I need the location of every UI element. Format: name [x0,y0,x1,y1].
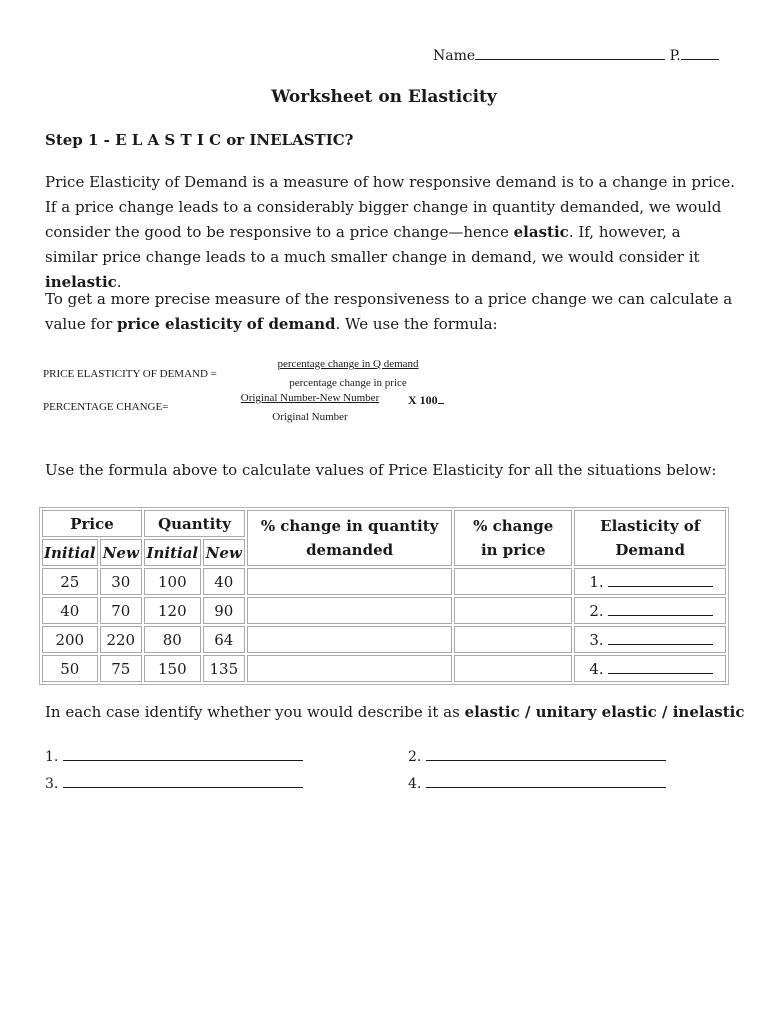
price-initial-header: Initial [42,539,98,566]
pct-change-price-header: % change in price [454,510,572,566]
elasticity-answer-cell[interactable] [574,626,726,653]
price-header: Price [42,510,142,537]
intro-paragraph [45,170,735,295]
table-row [42,655,726,682]
pct-change-quantity-cell[interactable] [247,655,452,682]
identify-answer-number: 4. [408,776,422,792]
quantity-header: Quantity [144,510,245,537]
answer-blank[interactable] [608,572,713,587]
elasticity-table [39,507,729,685]
answer-number: 4. [589,660,604,678]
answer-blank[interactable] [608,659,713,674]
answer-blank[interactable] [608,601,713,616]
quantity-new-cell: 64 [203,626,245,653]
pct-change-price-cell[interactable] [454,655,572,682]
identify-answer-4[interactable] [408,773,666,792]
elastic-term: elastic [513,223,569,241]
quantity-new-cell: 40 [203,568,245,595]
price-new-header: New [100,539,142,566]
identify-answer-blank[interactable] [63,746,303,761]
price-initial-cell: 200 [42,626,98,653]
price-new-cell: 70 [100,597,142,624]
pct-change-price-cell[interactable] [454,597,572,624]
name-period-line [433,45,719,64]
answer-blank[interactable] [608,630,713,645]
pc-multiplier [408,392,444,408]
elasticity-answer-cell[interactable] [574,655,726,682]
name-label: Name [433,48,476,64]
inelastic-term: inelastic [45,273,117,291]
answer-number: 3. [589,631,604,649]
formula-intro-text-a: To get a more precise measure of the responsiveness to a price change we can calculate a value for [45,290,733,333]
quantity-initial-header: Initial [144,539,201,566]
table-row [42,568,726,595]
quantity-initial-cell: 120 [144,597,201,624]
intro-text-c: . If, however, a similar price change leads to a much smaller change in demand, we would consider it [45,223,700,266]
period-label: P. [669,48,681,64]
ped-term: price elasticity of demand [117,315,336,333]
pct-change-quantity-cell[interactable] [247,626,452,653]
pc-multiplier-underscore [438,392,444,404]
intro-text-e: . [116,273,122,291]
identify-answer-blank[interactable] [426,773,666,788]
pct-change-price-cell[interactable] [454,568,572,595]
worksheet-title: Worksheet on Elasticity [271,87,497,107]
quantity-initial-cell: 80 [144,626,201,653]
identify-options: elastic / unitary elastic / inelastic [464,703,745,721]
pc-formula-label: PERCENTAGE CHANGE= [43,401,169,413]
price-new-cell: 220 [100,626,142,653]
answer-number: 2. [589,602,604,620]
identify-text: In each case identify whether you would describe it as [45,703,465,721]
quantity-new-cell: 135 [203,655,245,682]
identify-answer-3[interactable] [45,773,303,792]
elasticity-answer-cell[interactable] [574,597,726,624]
pc-denominator: Original Number [272,411,348,423]
formula-intro-paragraph [45,287,735,337]
quantity-initial-cell: 150 [144,655,201,682]
quantity-new-cell: 90 [203,597,245,624]
identify-answer-number: 3. [45,776,59,792]
pct-change-price-cell[interactable] [454,626,572,653]
quantity-new-header: New [203,539,245,566]
intro-text-a: Price Elasticity of Demand is a measure of how responsive demand is to a change in price. If a price change leads to a considerably bigger change in quantity demanded, we would consider the good to be responsive to a price change—hence [45,173,735,241]
identify-answer-blank[interactable] [426,746,666,761]
table-row [42,626,726,653]
pc-numerator: Original Number-New Number [240,392,380,404]
identify-instruction [45,703,745,721]
period-blank[interactable] [681,45,719,60]
identify-answer-number: 2. [408,749,422,765]
identify-answer-blank[interactable] [63,773,303,788]
price-initial-cell: 40 [42,597,98,624]
table-row [42,597,726,624]
ped-formula-label: PRICE ELASTICITY OF DEMAND = [43,368,217,380]
pct-change-quantity-cell[interactable] [247,568,452,595]
price-initial-cell: 50 [42,655,98,682]
identify-answer-2[interactable] [408,746,666,765]
identify-answer-1[interactable] [45,746,303,765]
pc-multiplier-text: X 100 [408,393,438,407]
pct-change-quantity-cell[interactable] [247,597,452,624]
identify-answer-number: 1. [45,749,59,765]
elasticity-answer-cell[interactable] [574,568,726,595]
ped-numerator: percentage change in Q demand [277,358,419,370]
instruction-text: Use the formula above to calculate values of Price Elasticity for all the situations below: [45,461,717,479]
price-new-cell: 75 [100,655,142,682]
ped-denominator: percentage change in price [289,377,407,389]
answer-number: 1. [589,573,604,591]
formula-intro-text-c: . We use the formula: [335,315,498,333]
step1-heading: Step 1 - E L A S T I C or INELASTIC? [45,131,354,149]
price-new-cell: 30 [100,568,142,595]
name-blank[interactable] [475,45,665,60]
elasticity-header: Elasticity of Demand [574,510,726,566]
pct-change-quantity-header: % change in quantity demanded [247,510,452,566]
price-initial-cell: 25 [42,568,98,595]
quantity-initial-cell: 100 [144,568,201,595]
